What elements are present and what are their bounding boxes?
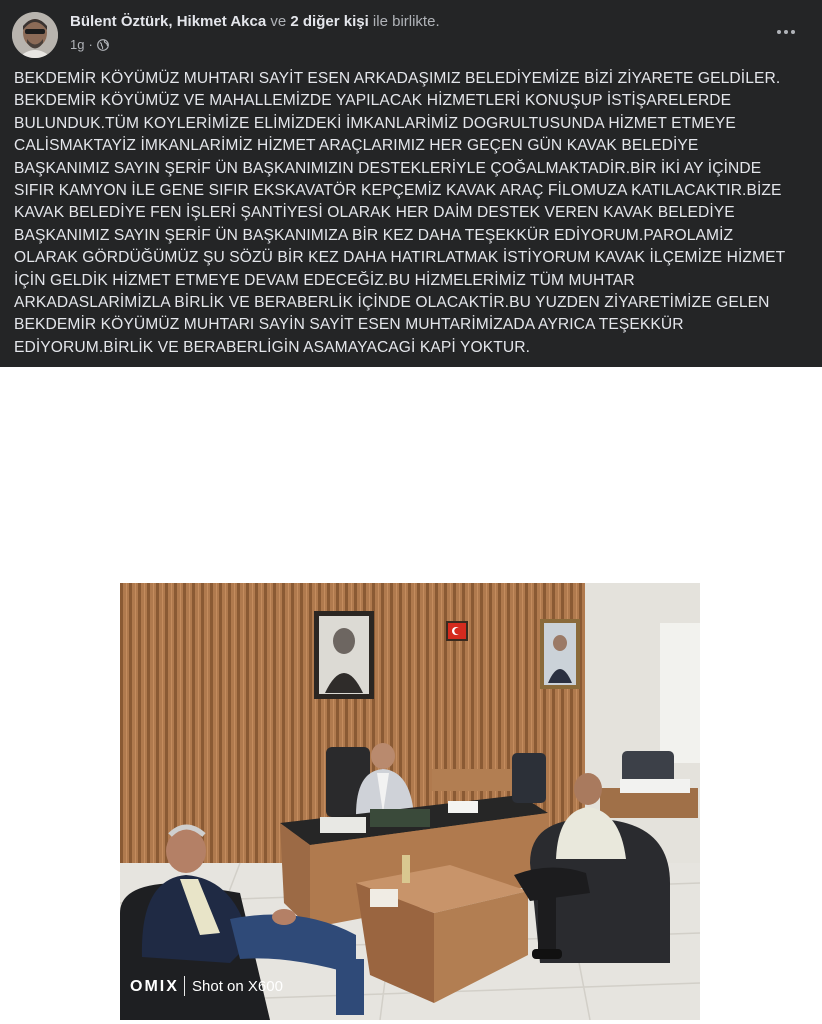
post-line: EDİYORUM.BİRLİK VE BERABERLİGİN ASAMAYACAGİ KAPİ YOKTUR.	[14, 338, 530, 356]
others-link[interactable]: 2 diğer kişi	[290, 13, 369, 30]
more-dots-icon	[777, 30, 781, 34]
post-line: OLARAK GÖRDÜĞÜMÜZ ŞU SÖZÜ BİR KEZ DAHA HATIRLATMAK İSTİYORUM KAVAK İLÇEMİZE HİZMET	[14, 249, 786, 267]
watermark-text: Shot on X600	[192, 978, 283, 995]
more-options-button[interactable]	[772, 24, 800, 40]
with-suffix: ile birlikte.	[372, 13, 440, 30]
with-word: ve	[270, 13, 287, 30]
post-line: BAŞKANIMIZ SAYIN ŞERİF ÜN BAŞKANIMIZA BİR KEZ DAHA TEŞEKKÜR EDİYORUM.PAROLAMİZ	[14, 226, 734, 244]
globe-icon	[97, 39, 109, 51]
post-authors	[70, 13, 440, 30]
author-separator: ,	[168, 13, 173, 30]
post-header	[0, 0, 822, 60]
post-line: SIFIR KAMYON İLE GENE SIFIR EKSKAVATÖR KEPÇEMİZ KAVAK ARAÇ FİLOMUZA KATILACAKTIR.BİZE	[14, 182, 782, 200]
post-photo[interactable]	[120, 583, 700, 1020]
post-media-area	[0, 367, 822, 1024]
post-body	[14, 68, 814, 359]
post-line: BEKDEMİR KÖYÜMÜZ MUHTARI SAYİT ESEN ARKADAŞIMIZ BELEDİYEMİZE BİZİ ZİYARETE GELDİLER.	[14, 70, 781, 87]
author-name-primary[interactable]: Bülent Öztürk	[70, 13, 169, 30]
author-name-secondary[interactable]: Hikmet Akca	[176, 13, 267, 30]
post-line: ARKADASLARİMİZLA BİRLİK VE BERABERLİK İÇİNDE OLACAKTİR.BU YUZDEN ZİYARETİMİZE GELEN	[14, 294, 770, 312]
post-line: CALİSMAKTAYİZ İMKANLARİMİZ HİZMET ARAÇLARIMIZ HER GEÇEN GÜN KAVAK BELEDİYE	[14, 137, 699, 155]
more-dots-icon	[791, 30, 795, 34]
post-line: İÇİN GELDİK HİZMET ETMEYE DEVAM EDECEĞİZ.BU HİZMELERİMİZ TÜM MUHTAR	[14, 271, 635, 289]
post-meta	[70, 37, 109, 52]
post-line: KAVAK BELEDİYE FEN İŞLERİ ŞANTİYESİ OLARAK HER DAİM DESTEK VEREN KAVAK BELEDİYE	[14, 204, 735, 222]
post-text-section	[0, 60, 822, 367]
meta-dot: ·	[88, 37, 93, 52]
post-line: BEKDEMİR KÖYÜMÜZ MUHTARI SAYİN SAYİT ESEN MUHTARİMİZADA AYRICA TEŞEKKÜR	[14, 316, 684, 334]
post-timestamp[interactable]: 1g	[70, 37, 85, 52]
post-line: BULUNDUK.TÜM KOYLERİMİZE ELİMİZDEKİ İMKANLARİMİZ DOGRULTUSUNDA HİZMET ETMEYE	[14, 114, 736, 132]
author-avatar[interactable]	[12, 12, 58, 58]
watermark-logo: OMIX	[130, 978, 179, 995]
more-dots-icon	[784, 30, 788, 34]
post-line: BAŞKANIMIZ SAYIN ŞERİF ÜN BAŞKANIMIZIN DESTEKLERİYLE ÇOĞALMAKTADİR.BİR İKİ AY İÇİNDE	[14, 159, 762, 177]
post-line: BEKDEMİR KÖYÜMÜZ VE MAHALLEMİZDE YAPILACAK HİZMETLERİ KONUŞUP İSTİŞARELERDE	[14, 92, 732, 110]
